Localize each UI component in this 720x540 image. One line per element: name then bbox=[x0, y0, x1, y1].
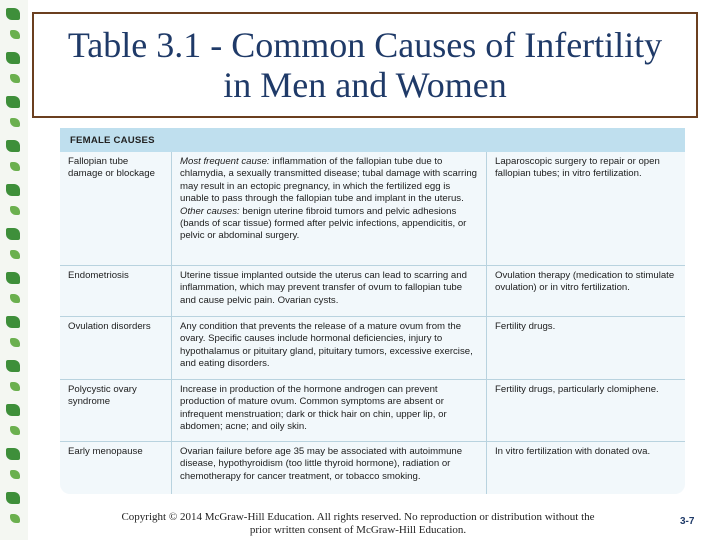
leaf-icon bbox=[10, 382, 20, 391]
leaf-icon bbox=[10, 470, 20, 479]
treatment-cell: Laparoscopic surgery to repair or open fallopian tubes; in vitro fertilization. bbox=[495, 156, 660, 180]
leaf-icon bbox=[10, 30, 20, 39]
leaf-icon bbox=[6, 404, 20, 416]
leaf-icon bbox=[10, 118, 20, 127]
condition-cell: Early menopause bbox=[60, 442, 172, 494]
condition-cell: Fallopian tube damage or blockage bbox=[60, 152, 172, 265]
leaf-icon bbox=[10, 74, 20, 83]
leaf-icon bbox=[10, 294, 20, 303]
treatment-cell: Fertility drugs. bbox=[495, 321, 556, 332]
leaf-icon bbox=[6, 272, 20, 284]
treatment-cell: Fertility drugs, particularly clomiphene. bbox=[495, 384, 659, 395]
infertility-causes-table bbox=[60, 128, 685, 494]
condition-cell: Polycystic ovary syndrome bbox=[60, 380, 172, 441]
description-cell: Ovarian failure before age 35 may be associated with autoimmune disease, hypothyroidism (too little thyroid hormone), radiation or chemotherapy for cancer treatment, or tobacco smoking. bbox=[172, 442, 487, 494]
description-cell: Any condition that prevents the release of a mature ovum from the ovary. Specific causes include hormonal deficiencies, injury to hypothalamus or pituitary gland, pituitary tumors, excessive exercise, and eating disorders. bbox=[172, 317, 487, 379]
leaf-icon bbox=[6, 52, 20, 64]
description-lead: Most frequent cause: bbox=[180, 156, 270, 167]
title-line-1: Table 3.1 - Common Causes of Infertility bbox=[67, 25, 663, 65]
copyright-line-2: prior written consent of McGraw-Hill Education. bbox=[249, 524, 467, 536]
table-section-header bbox=[60, 128, 685, 152]
title-line-2: in Men and Women bbox=[223, 65, 507, 105]
table-row bbox=[60, 152, 685, 266]
description-main: inflammation of the fallopian tube due to chlamydia, a sexually transmitted disease; tubal damage with scarring may result in an ectopic pregnancy, in which the fertilized egg is unable to pass through the fallopian tube and implant in the uterus. bbox=[180, 156, 478, 205]
leaf-icon bbox=[6, 492, 20, 504]
description-cell bbox=[172, 152, 487, 265]
page-number: 3-7 bbox=[680, 516, 695, 527]
table-row bbox=[60, 380, 685, 442]
treatment-cell: In vitro fertilization with donated ova. bbox=[495, 446, 651, 457]
leaf-icon bbox=[6, 448, 20, 460]
table-row bbox=[60, 317, 685, 380]
leaf-icon bbox=[10, 250, 20, 259]
leaf-icon bbox=[6, 228, 20, 240]
treatment-cell: Ovulation therapy (medication to stimulate ovulation) or in vitro fertilization. bbox=[495, 270, 675, 294]
leaf-icon bbox=[10, 426, 20, 435]
leaf-icon bbox=[10, 514, 20, 523]
section-header-label: FEMALE CAUSES bbox=[70, 134, 155, 146]
decorative-border bbox=[0, 0, 28, 540]
slide-title bbox=[32, 12, 698, 118]
description-other-label: Other causes: bbox=[180, 205, 240, 217]
description-tail: benign uterine fibroid tumors and pelvic adhesions (bands of scar tissue) formed after pelvic infections, appendicitis, or pelvic or abdominal surgery. bbox=[180, 205, 467, 242]
leaf-icon bbox=[10, 206, 20, 215]
table-row bbox=[60, 442, 685, 494]
leaf-icon bbox=[6, 96, 20, 108]
leaf-icon bbox=[10, 162, 20, 171]
description-cell: Increase in production of the hormone androgen can prevent production of mature ovum. Common symptoms are absent or infrequent menstruation; dark or thick hair on chin, upper lip, or abdomen; acne; and oily skin. bbox=[172, 380, 487, 441]
leaf-icon bbox=[6, 184, 20, 196]
table-row bbox=[60, 266, 685, 317]
condition-cell: Endometriosis bbox=[60, 266, 172, 316]
copyright-notice bbox=[68, 511, 648, 537]
leaf-icon bbox=[6, 360, 20, 372]
description-cell: Uterine tissue implanted outside the uterus can lead to scarring and inflammation, which may prevent transfer of ovum to fallopian tube and cause pelvic pain. Ovarian cysts. bbox=[172, 266, 487, 316]
leaf-icon bbox=[10, 338, 20, 347]
condition-cell: Ovulation disorders bbox=[60, 317, 172, 379]
leaf-icon bbox=[6, 8, 20, 20]
copyright-line-1: Copyright © 2014 McGraw-Hill Education. All rights reserved. No reproduction or distribution without the bbox=[121, 511, 595, 523]
leaf-icon bbox=[6, 316, 20, 328]
leaf-icon bbox=[6, 140, 20, 152]
